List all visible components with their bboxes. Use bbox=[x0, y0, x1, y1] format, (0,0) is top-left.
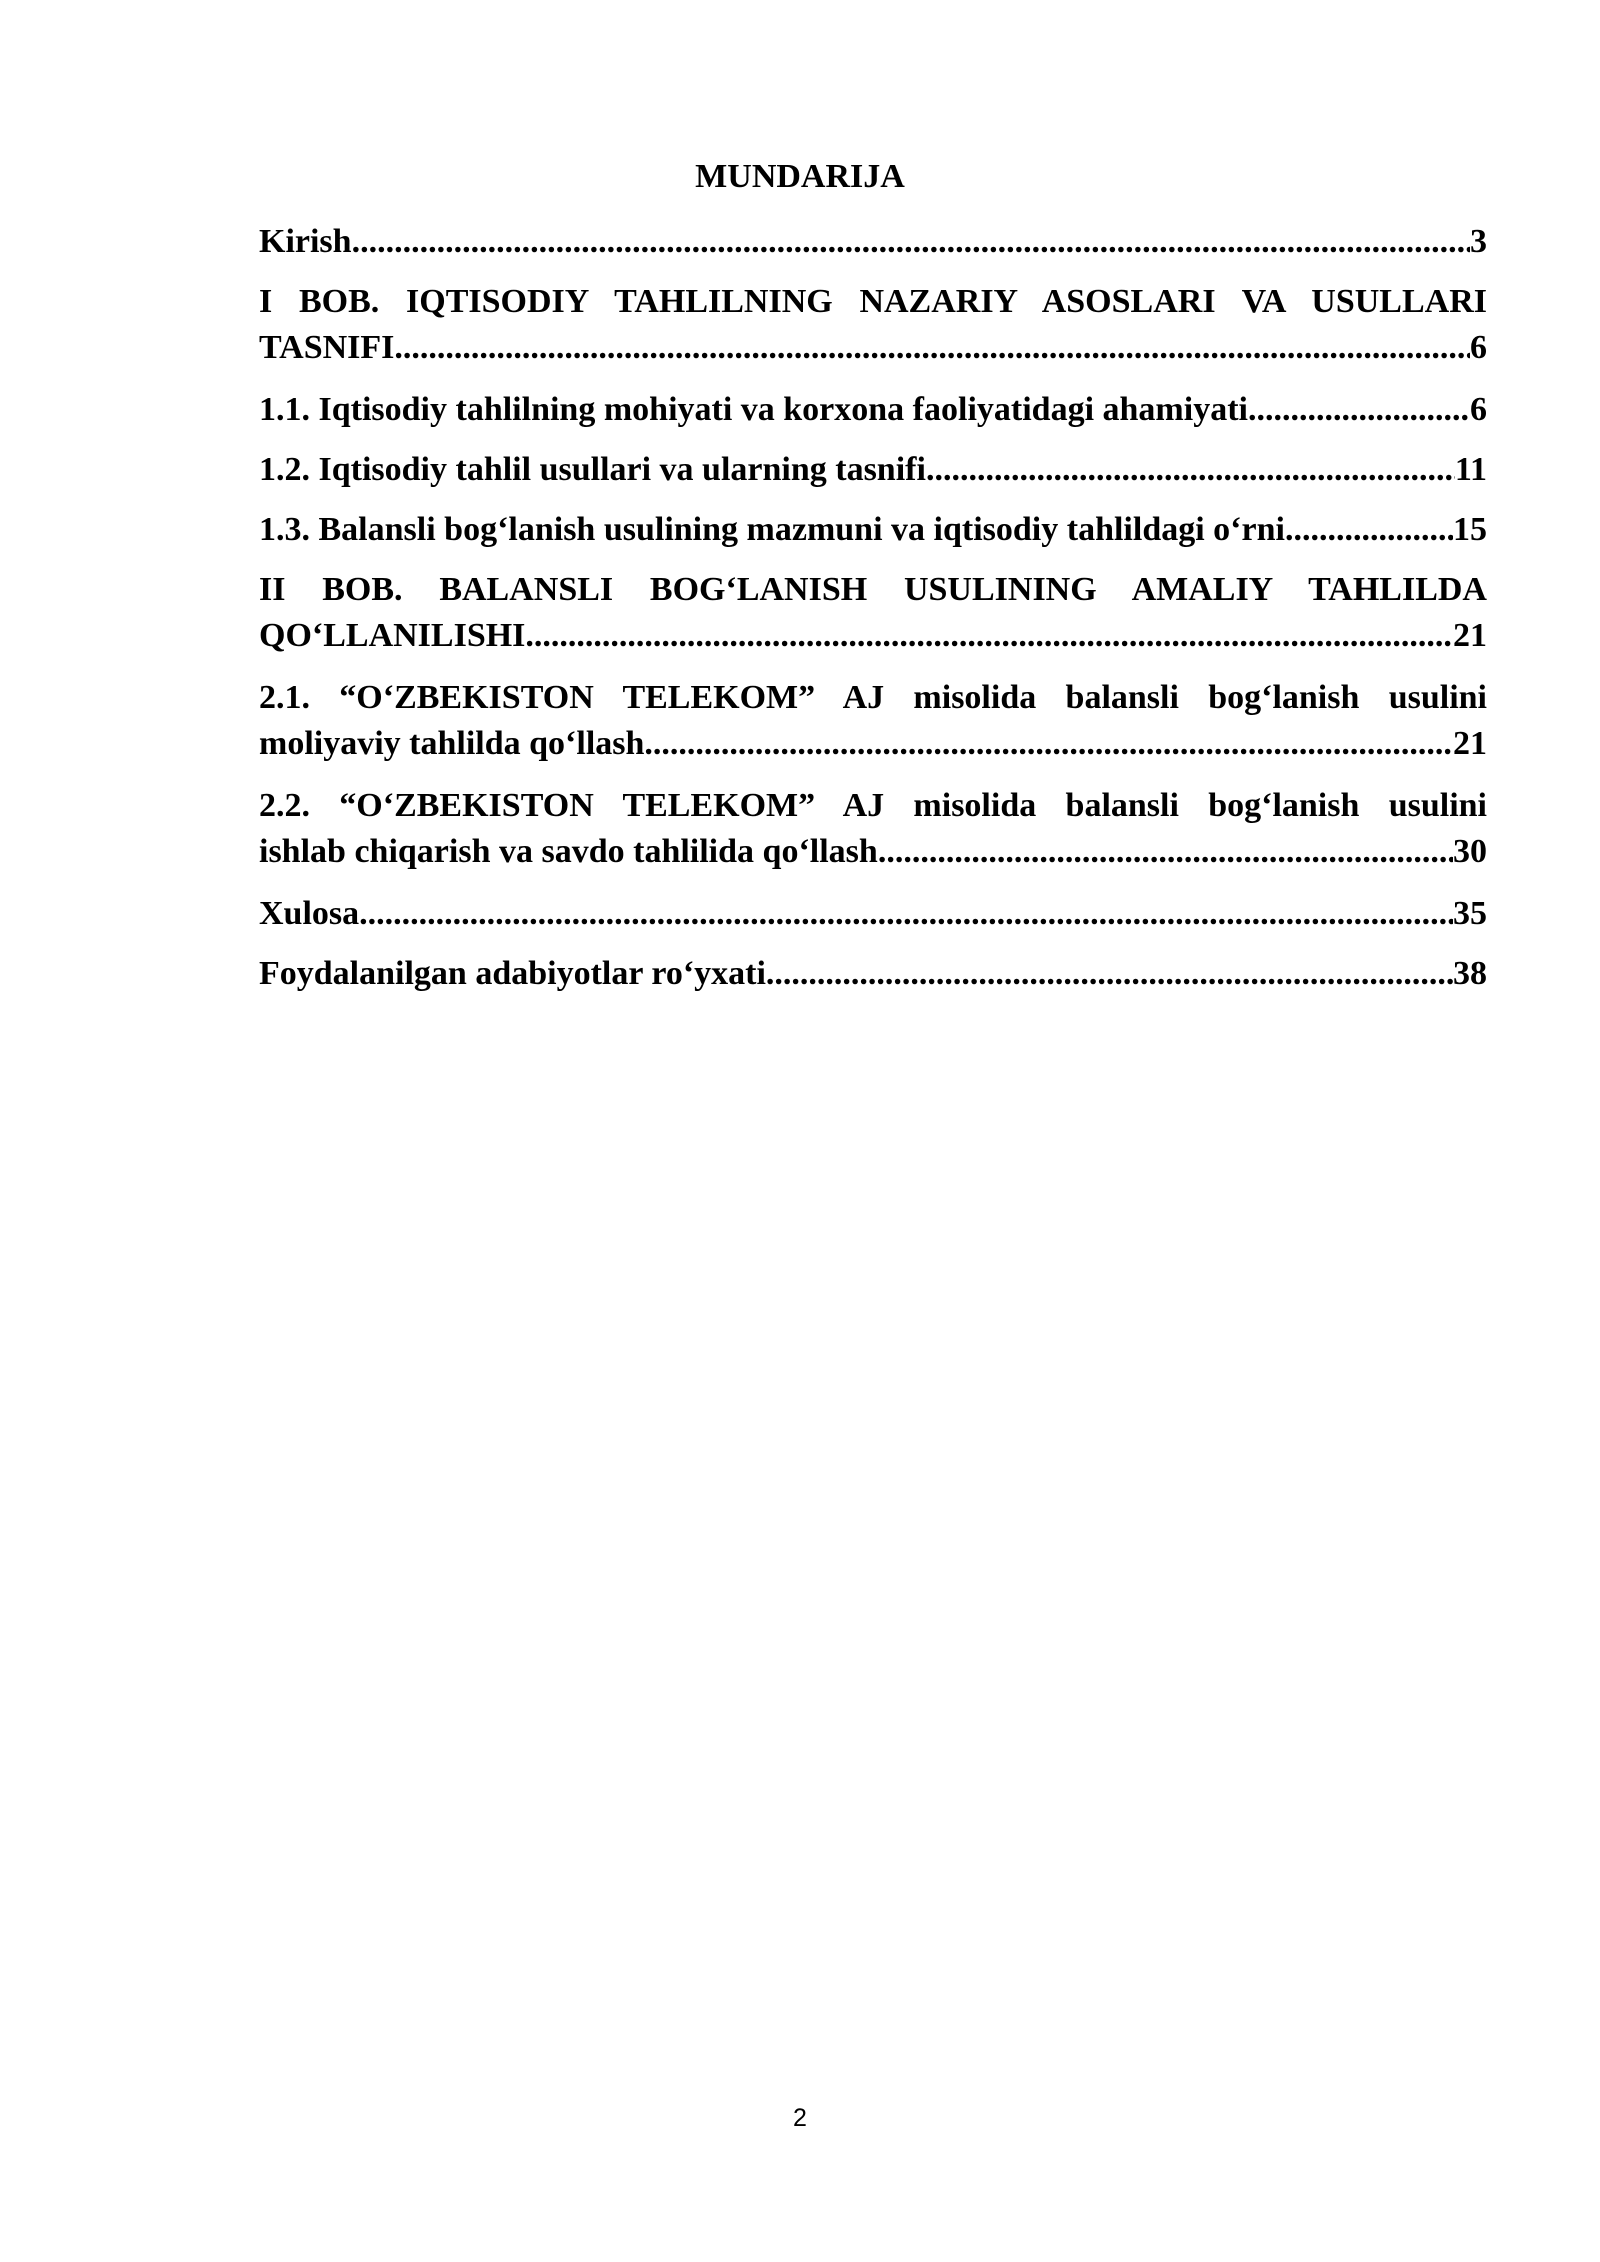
toc-entry-chapter-1[interactable] bbox=[259, 279, 1487, 371]
toc-page-number: 6 bbox=[1470, 329, 1487, 366]
dot-leader bbox=[1248, 387, 1470, 433]
dot-leader bbox=[394, 325, 1470, 371]
toc-entry-bibliography[interactable] bbox=[259, 951, 1487, 997]
toc-page-number: 38 bbox=[1453, 955, 1487, 992]
toc-page-number: 3 bbox=[1470, 223, 1487, 260]
dot-leader bbox=[525, 613, 1453, 659]
page-number: 2 bbox=[793, 2104, 807, 2132]
toc-title: MUNDARIJA bbox=[695, 158, 905, 195]
toc-entry-text: 1.2. Iqtisodiy tahlil usullari va ularning tasnifi bbox=[259, 451, 926, 488]
toc-entry-text: Kirish bbox=[259, 223, 352, 260]
toc-entry-text: II BOB. BALANSLI BOG‘LANISH USULINING AMALIY TAHLILDA bbox=[259, 571, 1487, 608]
toc-entry-1-3[interactable] bbox=[259, 507, 1487, 553]
toc-page-number: 35 bbox=[1453, 895, 1487, 932]
dot-leader bbox=[352, 219, 1470, 265]
toc-entry-text: 2.1. “O‘ZBEKISTON TELEKOM” AJ misolida balansli bog‘lanish usulini bbox=[259, 679, 1487, 716]
toc-page-number: 30 bbox=[1453, 833, 1487, 870]
toc-entry-text: I BOB. IQTISODIY TAHLILNING NAZARIY ASOSLARI VA USULLARI bbox=[259, 283, 1487, 320]
toc-entry-chapter-2[interactable] bbox=[259, 567, 1487, 659]
toc-page-number: 15 bbox=[1453, 511, 1487, 548]
dot-leader bbox=[359, 891, 1453, 937]
dot-leader bbox=[766, 951, 1453, 997]
toc-entry-1-1[interactable] bbox=[259, 387, 1487, 433]
toc-entry-text-continued: QO‘LLANILISHI bbox=[259, 617, 526, 654]
toc-entry-text-continued: moliyaviy tahlilda qo‘llash bbox=[259, 725, 645, 762]
toc-entry-kirish[interactable] bbox=[259, 219, 1487, 265]
toc-entry-2-2[interactable] bbox=[259, 783, 1487, 875]
dot-leader bbox=[878, 829, 1453, 875]
toc-entry-text-continued: ishlab chiqarish va savdo tahlilida qo‘llash bbox=[259, 833, 878, 870]
toc-page-number: 21 bbox=[1453, 725, 1487, 762]
toc-entry-text: 1.1. Iqtisodiy tahlilning mohiyati va korxona faoliyatidagi ahamiyati bbox=[259, 391, 1248, 428]
toc-page-number: 21 bbox=[1453, 617, 1487, 654]
toc-entry-text: 2.2. “O‘ZBEKISTON TELEKOM” AJ misolida balansli bog‘lanish usulini bbox=[259, 787, 1487, 824]
dot-leader bbox=[1285, 507, 1453, 553]
toc-entry-text: Xulosa bbox=[259, 895, 360, 932]
toc-entry-1-2[interactable] bbox=[259, 447, 1487, 493]
toc-entry-2-1[interactable] bbox=[259, 675, 1487, 767]
toc-entry-text: Foydalanilgan adabiyotlar ro‘yxati bbox=[259, 955, 766, 992]
dot-leader bbox=[644, 721, 1453, 767]
toc-entry-text-continued: TASNIFI bbox=[259, 329, 395, 366]
dot-leader bbox=[926, 447, 1455, 493]
toc-entry-xulosa[interactable] bbox=[259, 891, 1487, 937]
toc-page-number: 11 bbox=[1454, 451, 1487, 488]
toc-entry-text: 1.3. Balansli bog‘lanish usulining mazmuni va iqtisodiy tahlildagi o‘rni bbox=[259, 511, 1285, 548]
toc-page-number: 6 bbox=[1470, 391, 1487, 428]
